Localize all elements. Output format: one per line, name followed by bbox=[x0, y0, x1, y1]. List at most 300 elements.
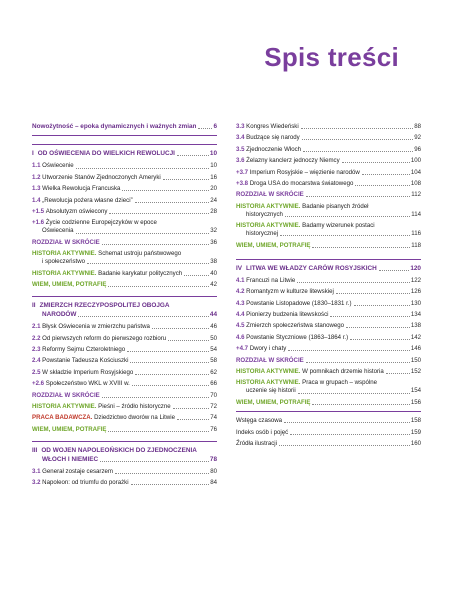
entry-title: Badanie pisanych źródeł bbox=[302, 202, 369, 210]
entry-title-cont: historycznych bbox=[246, 210, 283, 218]
toc-entry-line bbox=[236, 212, 421, 218]
entry-number: 2.3 bbox=[32, 345, 43, 353]
toc-entry-text bbox=[32, 282, 106, 288]
entry-number: 4.4 bbox=[236, 310, 247, 318]
dot-leader bbox=[135, 374, 209, 375]
page-number: 122 bbox=[410, 276, 421, 284]
toc-entry-text bbox=[236, 441, 277, 447]
entry-number: 1.4 bbox=[32, 196, 43, 204]
dot-leader bbox=[362, 174, 410, 175]
plus-marker: + bbox=[236, 168, 240, 176]
page-number: 126 bbox=[410, 288, 421, 296]
entry-title-cont: uczenie się historii bbox=[246, 387, 296, 395]
toc-entry-text bbox=[236, 430, 288, 436]
page-number: 80 bbox=[210, 467, 217, 475]
toc-entry[interactable] bbox=[236, 358, 421, 364]
plus-marker: + bbox=[32, 207, 36, 215]
section-number: I bbox=[32, 150, 34, 158]
dot-leader bbox=[379, 270, 410, 271]
toc-entry-line bbox=[236, 135, 421, 141]
plus-marker: + bbox=[236, 345, 240, 353]
entry-title: Napoleon: od triumfu do porażki bbox=[42, 479, 129, 487]
entry-number: 3.1 bbox=[32, 467, 43, 475]
entry-title: Budzące się narody bbox=[246, 134, 300, 142]
dot-leader bbox=[132, 385, 209, 386]
toc-entry[interactable] bbox=[236, 204, 421, 218]
page-number: 152 bbox=[410, 367, 421, 375]
entry-number: 2.6 bbox=[35, 380, 46, 388]
page-number: 120 bbox=[410, 264, 421, 272]
page-number: 36 bbox=[210, 238, 217, 246]
dot-leader bbox=[342, 162, 410, 163]
toc-entry-line bbox=[32, 427, 217, 433]
entry-title: Badanie karykatur politycznych bbox=[98, 269, 183, 277]
page-number: 10 bbox=[210, 162, 217, 170]
section-heading[interactable] bbox=[32, 296, 217, 319]
entry-title: Źródła ilustracji bbox=[236, 439, 277, 447]
toc-entry-text bbox=[236, 192, 304, 198]
toc-entry-text bbox=[236, 204, 369, 210]
toc-right-column bbox=[236, 124, 421, 452]
entry-title: Droga USA do mocarstwa światowego bbox=[249, 179, 354, 187]
entry-keyword: WIEM, UMIEM, POTRAFIĘ bbox=[32, 281, 107, 289]
toc-entry-text bbox=[236, 380, 377, 386]
entry-title: Powstanie Tadeusza Kościuszki bbox=[42, 357, 129, 365]
section-heading[interactable] bbox=[236, 259, 421, 273]
entry-number: 1.3 bbox=[32, 185, 43, 193]
page-number: 156 bbox=[410, 398, 421, 406]
toc-entry-text bbox=[236, 181, 353, 187]
toc-entry-line bbox=[32, 370, 217, 376]
page-number: 96 bbox=[414, 145, 421, 153]
entry-title: Błysk Oświecenia w zmierzchu państwa bbox=[42, 323, 150, 331]
toc-entry[interactable] bbox=[236, 312, 421, 318]
toc-entry[interactable] bbox=[32, 347, 217, 353]
entry-title: Pionierzy budzenia litewskości bbox=[246, 310, 329, 318]
toc-entry-line bbox=[32, 209, 217, 215]
section-title bbox=[32, 447, 197, 455]
toc-entry[interactable] bbox=[32, 240, 217, 246]
toc-entry[interactable] bbox=[236, 418, 421, 424]
entry-keyword: HISTORIA AKTYWNIE. bbox=[236, 222, 301, 230]
toc-entry-text bbox=[236, 158, 340, 164]
entry-keyword: HISTORIA AKTYWNIE. bbox=[32, 402, 97, 410]
entry-keyword: HISTORIA AKTYWNIE. bbox=[236, 202, 301, 210]
entry-title: Od pierwszych reform do pierwszego rozbioru bbox=[42, 334, 167, 342]
section-heading[interactable] bbox=[32, 144, 217, 158]
entry-title-cont: i społeczeństwo bbox=[42, 258, 86, 266]
section-title-text: OD WOJEN NAPOLEOŃSKICH DO ZJEDNOCZENIA bbox=[41, 446, 197, 454]
toc-entry-line bbox=[236, 289, 421, 295]
toc-entry-line bbox=[236, 204, 421, 210]
page-number: 32 bbox=[210, 227, 217, 235]
toc-entry[interactable] bbox=[236, 335, 421, 341]
toc-entry-line bbox=[32, 259, 217, 265]
dot-leader bbox=[76, 168, 210, 169]
entry-title: Wstęga czasowa bbox=[236, 417, 283, 425]
section-title-line bbox=[32, 447, 217, 455]
entry-title: Reformy Sejmu Czteroletniego bbox=[42, 345, 126, 353]
entry-number: 4.2 bbox=[236, 288, 247, 296]
entry-title: Kongres Wiedeński bbox=[246, 123, 299, 130]
entry-number: 3.5 bbox=[236, 145, 247, 153]
dot-leader bbox=[312, 247, 410, 248]
page-number: 130 bbox=[410, 299, 421, 307]
entry-title: Generał zostaje cesarzem bbox=[42, 467, 113, 475]
toc-entry-text bbox=[32, 336, 166, 342]
toc-entry-text bbox=[236, 223, 375, 229]
dot-leader bbox=[297, 282, 410, 283]
toc-entry[interactable] bbox=[236, 170, 421, 176]
toc-entry-line bbox=[236, 358, 421, 364]
toc-entry[interactable] bbox=[236, 441, 421, 447]
page-number: 72 bbox=[210, 402, 217, 410]
entry-title: Powstanie Listopadowe (1830–1831 r.) bbox=[246, 299, 352, 307]
toc-entry-line bbox=[236, 170, 421, 176]
entry-number: 2.5 bbox=[32, 368, 43, 376]
entry-title: W pomnikach drzemie historia bbox=[302, 367, 384, 375]
dot-leader bbox=[115, 473, 209, 474]
entry-title: Praca w grupach – wspólne bbox=[302, 379, 378, 387]
entry-number: 1.6 bbox=[35, 219, 46, 227]
page-number: 42 bbox=[210, 281, 217, 289]
dot-leader bbox=[386, 373, 410, 374]
entry-number: 3.7 bbox=[239, 168, 250, 176]
page-number: 104 bbox=[410, 168, 421, 176]
dot-leader bbox=[152, 328, 209, 329]
toc-entry[interactable] bbox=[32, 220, 217, 234]
entry-title: Absolutyzm oświecony bbox=[45, 207, 108, 215]
entry-number: 4.6 bbox=[236, 333, 247, 341]
toc-entry-line bbox=[236, 388, 421, 394]
section-heading[interactable] bbox=[32, 441, 217, 464]
entry-title: Żelazny kanclerz jednoczy Niemcy bbox=[246, 157, 340, 165]
toc-entry[interactable] bbox=[32, 469, 217, 475]
toc-entry[interactable] bbox=[236, 192, 421, 198]
toc-entry-line bbox=[32, 282, 217, 288]
page-number: 74 bbox=[210, 414, 217, 422]
toc-entry[interactable] bbox=[236, 346, 421, 352]
section-title-line bbox=[32, 456, 217, 464]
section-title-cont: NARODÓW bbox=[42, 311, 77, 319]
entry-number: 2.4 bbox=[32, 357, 43, 365]
toc-entry-text bbox=[32, 370, 133, 376]
dot-leader bbox=[298, 393, 410, 394]
entry-title: Zjednoczenie Włoch bbox=[246, 145, 302, 153]
page-number: 66 bbox=[210, 380, 217, 388]
toc-entry-line bbox=[32, 240, 217, 246]
entry-title: Życie codzienne Europejczyków w epoce bbox=[45, 219, 157, 227]
entry-number: 3.6 bbox=[236, 157, 247, 165]
entry-number: 1.1 bbox=[32, 162, 43, 170]
toc-entry-text bbox=[32, 404, 171, 410]
toc-entry[interactable] bbox=[236, 301, 421, 307]
section-title-text: ZMIERZCH RZECZYPOSPOLITEJ OBOJGA bbox=[39, 302, 170, 310]
page-number: 118 bbox=[411, 241, 421, 249]
page-number: 159 bbox=[410, 428, 421, 436]
entry-title: Powstanie Styczniowe (1863–1864 r.) bbox=[246, 333, 349, 341]
toc-entry-line bbox=[236, 323, 421, 329]
toc-entry[interactable] bbox=[236, 289, 421, 295]
entry-title: Dwory i chaty bbox=[249, 345, 287, 353]
toc-entry[interactable] bbox=[236, 369, 421, 375]
dot-leader bbox=[100, 461, 209, 462]
toc-entry-line bbox=[236, 223, 421, 229]
entry-title: Indeks osób i pojęć bbox=[236, 428, 289, 436]
toc-entry-line bbox=[236, 231, 421, 237]
toc-entry[interactable] bbox=[32, 393, 217, 399]
dot-leader bbox=[87, 263, 209, 264]
dot-leader bbox=[76, 233, 210, 234]
toc-entry-line bbox=[32, 175, 217, 181]
toc-entry-text bbox=[32, 480, 129, 486]
page-number: 158 bbox=[410, 417, 421, 425]
toc-entry[interactable] bbox=[236, 158, 421, 164]
section-title-text: LITWA WE WŁADZY CARÓW ROSYJSKICH bbox=[246, 264, 377, 272]
toc-entry-line bbox=[236, 301, 421, 307]
dot-leader bbox=[285, 216, 410, 217]
entry-keyword: HISTORIA AKTYWNIE. bbox=[236, 367, 301, 375]
entry-keyword: HISTORIA AKTYWNIE. bbox=[236, 379, 301, 387]
entry-number: 3.3 bbox=[236, 123, 247, 130]
page-number: 116 bbox=[411, 230, 421, 238]
toc-entry-text bbox=[236, 369, 384, 375]
toc-entry-text bbox=[32, 427, 106, 433]
entry-keyword: WIEM, UMIEM, POTRAFIĘ bbox=[236, 398, 311, 406]
page-number: 78 bbox=[209, 455, 217, 463]
toc-entry-text bbox=[236, 147, 301, 153]
page-number: 108 bbox=[410, 179, 421, 187]
entry-number: 4.3 bbox=[236, 299, 247, 307]
dot-leader bbox=[303, 151, 413, 152]
section-title bbox=[32, 150, 175, 158]
toc-entry[interactable] bbox=[32, 198, 217, 204]
toc-entry-line bbox=[32, 469, 217, 475]
entry-number: 3.4 bbox=[236, 134, 247, 142]
toc-entry-line bbox=[236, 147, 421, 153]
toc-entry[interactable] bbox=[32, 404, 217, 410]
toc-entry-line bbox=[32, 336, 217, 342]
toc-entry[interactable] bbox=[32, 209, 217, 215]
toc-entry-line bbox=[236, 441, 421, 447]
entry-title: Schemat ustroju państwowego bbox=[98, 250, 182, 258]
toc-entry-text bbox=[32, 347, 125, 353]
entry-number: 1.5 bbox=[35, 207, 46, 215]
toc-entry[interactable] bbox=[236, 181, 421, 187]
entry-keyword: WIEM, UMIEM, POTRAFIĘ bbox=[236, 241, 311, 249]
toc-entry-text bbox=[236, 170, 360, 176]
toc-entry-text bbox=[236, 312, 328, 318]
toc-entry-text bbox=[32, 358, 128, 364]
toc-entry[interactable] bbox=[236, 135, 421, 141]
dot-leader bbox=[312, 404, 409, 405]
dot-leader bbox=[131, 484, 210, 485]
dot-leader bbox=[355, 185, 409, 186]
entry-title: Romantyzm w kulturze litewskiej bbox=[246, 288, 334, 296]
toc-entry-text bbox=[32, 163, 74, 169]
toc-entry-line bbox=[32, 381, 217, 387]
toc-entry-line bbox=[236, 312, 421, 318]
toc-entry-line bbox=[32, 480, 217, 486]
toc-entry-line bbox=[236, 418, 421, 424]
toc-entry-text bbox=[32, 251, 181, 257]
entry-keyword: WIEM, UMIEM, POTRAFIĘ bbox=[32, 425, 107, 433]
dot-leader bbox=[198, 128, 212, 129]
page-number: 114 bbox=[411, 210, 421, 218]
page-number: 20 bbox=[210, 185, 217, 193]
dot-leader bbox=[108, 286, 209, 287]
entry-title: Imperium Rosyjskie – więzienie narodów bbox=[249, 168, 360, 176]
toc-entry-line bbox=[32, 393, 217, 399]
toc-entry-line bbox=[32, 163, 217, 169]
entry-number: 4.7 bbox=[239, 345, 250, 353]
toc-entry[interactable] bbox=[236, 400, 421, 406]
toc-entry[interactable] bbox=[236, 278, 421, 284]
toc-entry-text bbox=[32, 393, 100, 399]
toc-entry[interactable] bbox=[32, 163, 217, 169]
toc-entry-line bbox=[32, 404, 217, 410]
toc-entry-line bbox=[236, 430, 421, 436]
dot-leader bbox=[102, 397, 210, 398]
toc-entry-line bbox=[32, 347, 217, 353]
dot-leader bbox=[280, 235, 410, 236]
page-number: 50 bbox=[210, 334, 217, 342]
toc-entry-text bbox=[32, 324, 150, 330]
plus-marker: + bbox=[236, 179, 240, 187]
page-number: 154 bbox=[410, 387, 421, 395]
toc-entry-line bbox=[32, 324, 217, 330]
dot-leader bbox=[78, 316, 208, 317]
toc-entry-text bbox=[32, 381, 130, 387]
toc-entry-text bbox=[236, 335, 348, 341]
toc-entry[interactable] bbox=[236, 243, 421, 249]
toc-entry-text bbox=[236, 346, 286, 352]
entry-number: 2.2 bbox=[32, 334, 43, 342]
section-title-text: OD OŚWIECENIA DO WIELKICH REWOLUCJI bbox=[37, 150, 175, 158]
toc-entry[interactable] bbox=[32, 370, 217, 376]
entry-title: Utworzenie Stanów Zjednoczonych Ameryki bbox=[42, 173, 161, 181]
toc-entry-line bbox=[236, 335, 421, 341]
page-number: 92 bbox=[414, 134, 421, 142]
dot-leader bbox=[109, 213, 209, 214]
toc-entry-line bbox=[32, 186, 217, 192]
toc-entry[interactable] bbox=[32, 271, 217, 277]
page-number: 160 bbox=[410, 439, 421, 447]
entry-title: Oświecenie bbox=[42, 162, 74, 170]
entry-number: 3.2 bbox=[32, 479, 43, 487]
toc-entry[interactable] bbox=[32, 324, 217, 330]
toc-entry-line bbox=[32, 415, 217, 421]
toc-entry[interactable] bbox=[32, 175, 217, 181]
toc-entry-line bbox=[32, 198, 217, 204]
dot-leader bbox=[122, 190, 209, 191]
dot-leader bbox=[350, 339, 410, 340]
dot-leader bbox=[302, 139, 414, 140]
intro-entry[interactable] bbox=[32, 124, 217, 136]
page-number: 76 bbox=[210, 425, 217, 433]
toc-entry[interactable] bbox=[236, 147, 421, 153]
section-title-line bbox=[32, 150, 217, 158]
entry-title-cont: Oświecenia bbox=[42, 227, 74, 235]
dot-leader bbox=[336, 293, 410, 294]
toc-entry-line bbox=[236, 369, 421, 375]
dot-leader bbox=[184, 275, 209, 276]
toc-entry[interactable] bbox=[32, 381, 217, 387]
toc-entry-text bbox=[32, 175, 161, 181]
toc-entry[interactable] bbox=[236, 380, 421, 394]
page-number: 54 bbox=[210, 345, 217, 353]
toc-entry[interactable] bbox=[32, 336, 217, 342]
page-number: 10 bbox=[209, 150, 217, 158]
toc-entry[interactable] bbox=[236, 124, 421, 130]
page-number: 46 bbox=[210, 323, 217, 331]
toc-entry[interactable] bbox=[32, 186, 217, 192]
toc-entry-line bbox=[32, 358, 217, 364]
dot-leader bbox=[279, 445, 410, 446]
toc-entry[interactable] bbox=[32, 358, 217, 364]
dot-leader bbox=[163, 179, 210, 180]
toc-entry-text bbox=[32, 469, 113, 475]
toc-entry-text bbox=[32, 240, 100, 246]
toc-entry-text bbox=[236, 323, 344, 329]
toc-entry-text bbox=[236, 358, 304, 364]
toc-entry[interactable] bbox=[32, 427, 217, 433]
dot-leader bbox=[130, 362, 209, 363]
toc-entry-text bbox=[32, 415, 175, 421]
dot-leader bbox=[108, 431, 209, 432]
toc-entry[interactable] bbox=[32, 282, 217, 288]
entry-title: „Rewolucja pożera własne dzieci” bbox=[42, 196, 133, 204]
toc-entry-text bbox=[32, 186, 120, 192]
entry-number: 3.8 bbox=[239, 179, 250, 187]
toc-entry[interactable] bbox=[32, 415, 217, 421]
page-number: 62 bbox=[210, 368, 217, 376]
toc-entry[interactable] bbox=[236, 430, 421, 436]
toc-entry[interactable] bbox=[236, 323, 421, 329]
toc-left-column bbox=[32, 124, 217, 492]
dot-leader bbox=[177, 419, 209, 420]
toc-entry-line bbox=[32, 220, 217, 226]
dot-leader bbox=[288, 350, 410, 351]
entry-title: Dziedzictwo dworów na Litwie bbox=[94, 414, 176, 422]
section-title-cont: WŁOCH I NIEMIEC bbox=[42, 455, 99, 463]
page-number: 146 bbox=[410, 345, 421, 353]
entry-title: Społeczeństwo WKL w XVIII w. bbox=[45, 380, 130, 388]
entry-keyword: ROZDZIAŁ W SKRÓCIE bbox=[236, 356, 304, 364]
entry-title: Wielka Rewolucja Francuska bbox=[42, 185, 121, 193]
entry-keyword: ROZDZIAŁ W SKRÓCIE bbox=[32, 391, 100, 399]
entry-number: 1.2 bbox=[32, 173, 43, 181]
dot-leader bbox=[346, 327, 410, 328]
toc-entry[interactable] bbox=[236, 223, 421, 237]
toc-entry-text bbox=[32, 209, 107, 215]
page-number: 88 bbox=[414, 123, 421, 130]
toc-entry-line bbox=[236, 181, 421, 187]
toc-entry[interactable] bbox=[32, 480, 217, 486]
page-number: 134 bbox=[410, 310, 421, 318]
page-number: 38 bbox=[210, 258, 217, 266]
toc-entry-line bbox=[236, 278, 421, 284]
dot-leader bbox=[306, 196, 411, 197]
toc-entry-text bbox=[236, 289, 334, 295]
page-number: 58 bbox=[210, 357, 217, 365]
toc-entry-text bbox=[32, 271, 182, 277]
entry-title-cont: historycznej bbox=[246, 230, 279, 238]
page-number: 138 bbox=[410, 322, 421, 330]
toc-entry-text bbox=[32, 198, 133, 204]
toc-entry[interactable] bbox=[32, 251, 217, 265]
page-number: 70 bbox=[210, 391, 217, 399]
